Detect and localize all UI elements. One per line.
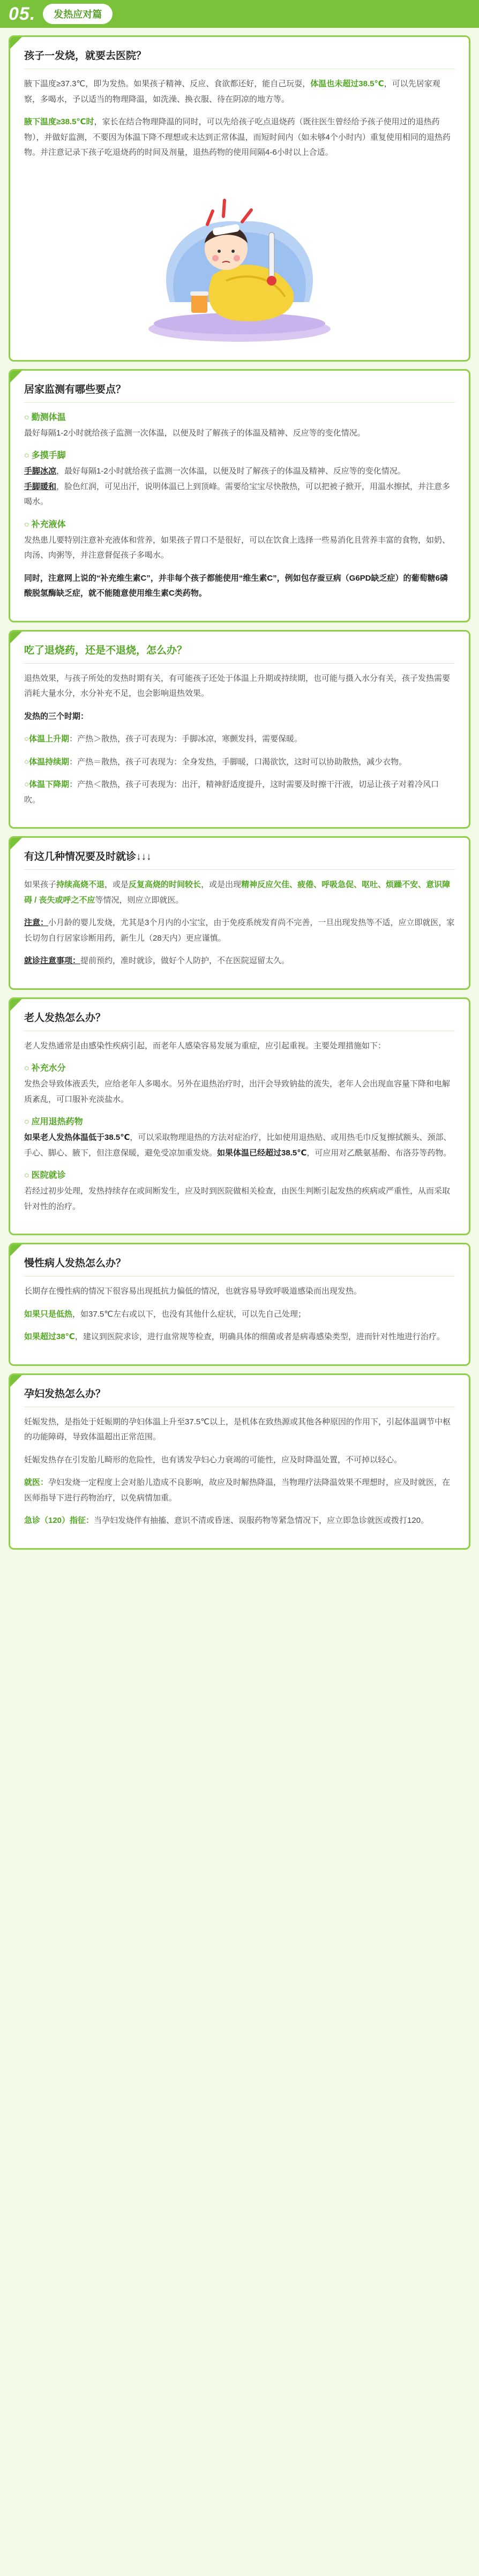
text: 提前预约，准时就诊，做好个人防护，不在医院逗留太久。 — [80, 956, 290, 965]
card-elderly-fever — [9, 997, 470, 1236]
fever-stage-1: ○体温上升期：产热＞散热，孩子可表现为：手脚冰凉，寒颤发抖，需要保暖。 — [24, 734, 303, 743]
subheading-text: 补充水分 — [31, 1064, 66, 1073]
text: ，可以先居家观察，多喝水，予以适当的物理降温，如洗澡、换衣服、待在阴凉的地方等。 — [24, 79, 440, 104]
card-corner-decoration — [10, 371, 22, 382]
underline-label: 手脚暖和 — [24, 482, 57, 491]
stage-label: 体温持续期 — [29, 757, 70, 767]
paragraph: 老人发热通常是由感染性疾病引起，而老年人感染容易发展为重症，应引起重视。主要处理措施如下： — [24, 1041, 386, 1050]
stage-label: 体温下降期 — [29, 780, 70, 789]
paragraph — [24, 877, 455, 908]
paragraph — [24, 1307, 455, 1323]
paragraph — [24, 1330, 455, 1345]
subheading: ○ 医院就诊 — [24, 1171, 66, 1180]
highlight-text: 如果超过38℃ — [24, 1332, 75, 1341]
text: ，建议到医院求诊，进行血常规等检查，明确具体的细菌或者是病毒感染类型，进而针对性地进行治疗。 — [74, 1332, 445, 1341]
card-corner-decoration — [10, 999, 22, 1011]
paragraph: 妊娠发热，是指处于妊娠期的孕妇体温上升至37.5℃以上，是机体在致热源或其他各种原因的作用下，引起体温调节中枢的功能障碍，导致体温超出正常范围。 — [24, 1417, 451, 1441]
highlight-text: 反复高烧的时间较长 — [129, 880, 201, 889]
card-corner-decoration — [10, 1244, 22, 1256]
section-header — [0, 0, 479, 28]
paragraph: 最好每隔1-2小时就给孩子监测一次体温，以便及时了解孩子的体温及精神、反应等的变化情况。 — [24, 428, 365, 438]
highlight-text: 持续高烧不退 — [56, 880, 105, 889]
card-title: 孩子一发烧，就要去医院？ — [24, 48, 455, 69]
subheading: ○ 应用退热药物 — [24, 1117, 83, 1126]
underline-label: 手脚冰凉 — [24, 467, 57, 476]
text: 腋下温度≥37.3℃，即为发热。如果孩子精神、反应、食欲都还好，能自己玩耍， — [24, 79, 311, 88]
text: ，可应用对乙酰氨基酚、布洛芬等药物。 — [306, 1148, 452, 1158]
paragraph — [24, 953, 455, 969]
stages-heading: 发热的三个时期： — [24, 711, 89, 721]
paragraph: 发热会导致体液丢失，应给老年人多喝水。另外在退热治疗时，出汗会导致钠盐的流失，老年人会出现血容量下降和电解质紊乱，可口服补充淡盐水。 — [24, 1079, 451, 1104]
subheading: ○ 补充液体 — [24, 520, 66, 529]
paragraph: 妊娠发热存在引发胎儿畸形的危险性，也有诱发孕妇心力衰竭的可能性，应及时降温处置，不可掉以轻心。 — [24, 1455, 402, 1465]
underline-label: 就诊注意事项： — [24, 956, 81, 965]
bold-text: 如果体温已经超过38.5℃ — [217, 1148, 307, 1158]
text: ：产热＜散热，孩子可表现为：出汗，精神舒适度提升，这时需要及时擦干汗液，切忌让孩子对着冷风口吹。 — [24, 780, 439, 805]
subheading-text: 勤测体温 — [31, 412, 66, 422]
card-corner-decoration — [10, 1375, 22, 1387]
text: 小月龄的婴儿发烧，尤其是3个月内的小宝宝，由于免疫系统发育尚不完善，一旦出现发热等不适，应立即就医，家长切勿自行居家诊断用药，新生儿（28天内）更应谨慎。 — [24, 918, 455, 943]
paragraph: 发热患儿要特别注意补充液体和营养，如果孩子胃口不是很好，可以在饮食上选择一些易消化且营养丰富的食物，如奶、肉汤、肉粥等，并注意督促孩子多喝水。 — [24, 535, 451, 560]
text: ，脸色红润，可见出汗，说明体温已上到顶峰。需要给宝宝尽快散热，可以把被子掀开，用温水擦拭，并注意多喝水。 — [24, 482, 451, 506]
fever-stage-2: ○体温持续期：产热＝散热，孩子可表现为：全身发热，手脚暖，口渴欲饮，这时可以协助散热，减少衣物。 — [24, 757, 407, 767]
vitamin-c-note: 同时，注意网上说的“补充维生素C”，并非每个孩子都能使用“维生素C”，例如包存蚕豆病（G6PD缺乏症）的葡萄糖6磷酸脱氢酶缺乏症，就不能随意使用维生素C类药物。 — [24, 573, 448, 598]
subheading: ○ 勤测体温 — [24, 412, 66, 422]
card-title: 有这几种情况要及时就诊↓↓↓ — [24, 848, 455, 870]
card-title: 孕妇发热怎么办？ — [24, 1386, 455, 1407]
highlight-text: 如果只是低热 — [24, 1309, 73, 1319]
card-title: 老人发热怎么办？ — [24, 1010, 455, 1031]
card-home-monitoring — [9, 369, 470, 622]
highlight-text: 腋下温度≥38.5℃时 — [24, 117, 94, 126]
paragraph: 长期存在慢性病的情况下很容易出现抵抗力偏低的情况，也就容易导致呼吸道感染而出现发热。 — [24, 1287, 362, 1296]
sick-child-illustration — [24, 168, 455, 345]
text: ，可以采取物理退热的方法对症治疗，比如使用退热贴、或用热毛巾反复擦拭额头、颈部、手心、脚心、腋下，但注意保暖，避免受凉加重发烧。 — [24, 1133, 452, 1158]
subheading-text: 多摸手脚 — [31, 451, 66, 460]
paragraph — [24, 1130, 455, 1161]
underline-label: 注意： — [24, 918, 49, 927]
bold-text: 如果老人发热体温低于38.5℃ — [24, 1133, 130, 1142]
card-corner-decoration — [10, 632, 22, 643]
highlight-text: 精神反应欠佳、疲倦、呼吸急促、呕吐、烦躁不安、意识障碍 / 丧失或呼之不应 — [24, 880, 451, 905]
text: ，如37.5℃左右或以下，也没有其他什么症状，可以先自己处理； — [72, 1309, 306, 1319]
paragraph — [24, 915, 455, 946]
highlight-text: 就医： — [24, 1478, 49, 1487]
paragraph — [24, 115, 455, 161]
text: ，或是出现 — [201, 880, 242, 889]
subheading: ○ 补充水分 — [24, 1064, 66, 1073]
highlight-text: 体温也未超过38.5℃ — [310, 79, 384, 88]
subheading-text: 医院就诊 — [31, 1171, 66, 1180]
paragraph — [24, 77, 455, 107]
card-chronic-patient-fever — [9, 1243, 470, 1366]
text: ：产热＞散热，孩子可表现为：手脚冰凉，寒颤发抖，需要保暖。 — [69, 734, 303, 743]
text: 等情况，则应立即就医。 — [95, 895, 184, 905]
card-go-to-hospital — [9, 35, 470, 362]
text: 孕妇发烧一定程度上会对胎儿造成不良影响，故应及时解热降温，当物理疗法降温效果不理想时，应及时就医，在医师指导下进行药物治疗，以免病情加重。 — [24, 1478, 451, 1503]
card-title: 吃了退烧药，还是不退烧，怎么办？ — [24, 642, 455, 664]
paragraph: 若经过初步处理，发热持续存在或间断发生，应及时到医院做相关检查，由医生判断引起发热的疾病或严重性，从而采取针对性的治疗。 — [24, 1186, 451, 1211]
section-title: 发热应对篇 — [43, 4, 113, 24]
paragraph — [24, 1475, 455, 1506]
card-corner-decoration — [10, 838, 22, 850]
subheading: ○ 多摸手脚 — [24, 451, 66, 460]
text: 如果孩子 — [24, 880, 57, 889]
card-seek-medical-care — [9, 836, 470, 990]
highlight-text: 急诊（120）指征： — [24, 1516, 94, 1525]
paragraph — [24, 464, 455, 510]
section-number: 05. — [9, 3, 36, 24]
paragraph — [24, 1513, 455, 1529]
card-title: 慢性病人发热怎么办？ — [24, 1255, 455, 1276]
card-title: 居家监测有哪些要点？ — [24, 381, 455, 403]
text: ，或是 — [104, 880, 129, 889]
card-pregnant-fever — [9, 1373, 470, 1550]
card-corner-decoration — [10, 37, 22, 49]
text: ：产热＝散热，孩子可表现为：全身发热，手脚暖，口渴欲饮，这时可以协助散热，减少衣物。 — [69, 757, 407, 767]
text: ，家长在结合物理降温的同时，可以先给孩子吃点退烧药（既往医生曾经给予孩子使用过的退热药物），并做好监测，不要因为体温下降不理想或未达到正常体温，而短时间内（如未够4个小时内）重复使用相同的退热药物。并注意记录下孩子吃退烧药的时间及剂量，退热药物的使用间隔4-6小时以上合适。 — [24, 117, 451, 157]
subheading-text: 补充液体 — [31, 520, 66, 529]
card-medicine-not-working — [9, 630, 470, 829]
paragraph: 退热效果，与孩子所处的发热时期有关，有可能孩子还处于体温上升期或持续期，也可能与摄入水分有关，孩子发热需要消耗大量水分，水分补充不足，也会影响退热效果。 — [24, 673, 451, 698]
text: 当孕妇发烧伴有抽搐、意识不清或昏迷、误服药物等紧急情况下，应立即急诊就医或拨打120。 — [94, 1516, 429, 1525]
subheading-text: 应用退热药物 — [31, 1117, 83, 1126]
stage-label: 体温上升期 — [29, 734, 70, 743]
text: ，最好每隔1-2小时就给孩子监测一次体温，以便及时了解孩子的体温及精神、反应等的变化情况。 — [56, 467, 406, 476]
fever-stage-3: ○体温下降期：产热＜散热，孩子可表现为：出汗，精神舒适度提升，这时需要及时擦干汗液，切忌让孩子对着冷风口吹。 — [24, 780, 439, 805]
